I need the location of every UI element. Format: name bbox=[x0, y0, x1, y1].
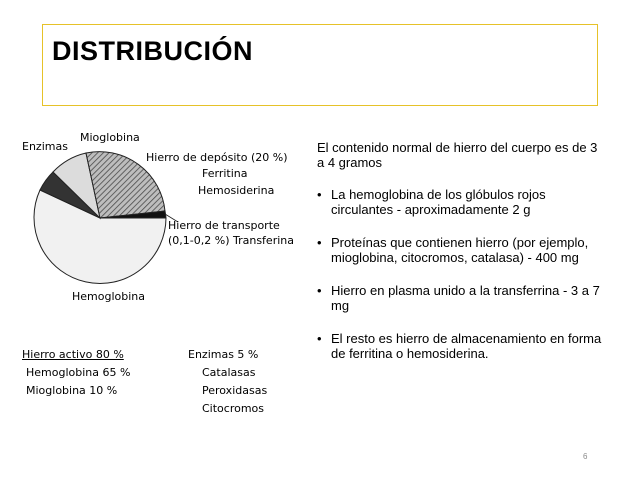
legend-enzimas-header: Enzimas 5 % bbox=[188, 348, 259, 361]
legend-enzimas-item: Citocromos bbox=[202, 402, 265, 415]
label-deposito: Hierro de depósito (20 %) bbox=[146, 151, 288, 164]
intro-text: El contenido normal de hierro del cuerpo es de 3 a 4 gramos bbox=[317, 140, 598, 170]
bullet-icon: • bbox=[317, 331, 322, 346]
slide-title: DISTRIBUCIÓN bbox=[52, 36, 253, 66]
label-transporte-1: Hierro de transporte bbox=[168, 219, 280, 232]
bullet-item bbox=[317, 331, 607, 361]
bullet-item bbox=[317, 283, 607, 313]
bullet-text: Proteínas que contienen hierro (por ejemplo, mioglobina, citocromos, catalasa) - 400 mg bbox=[331, 235, 589, 265]
label-enzimas: Enzimas bbox=[22, 140, 68, 153]
content-text bbox=[317, 140, 607, 379]
iron-distribution-pie-figure bbox=[20, 128, 310, 308]
label-mioglobina: Mioglobina bbox=[80, 131, 140, 144]
label-hemoglobina: Hemoglobina bbox=[72, 290, 146, 303]
bullet-text: Hierro en plasma unido a la transferrina - 3 a 7 mg bbox=[331, 283, 600, 313]
bullet-text: La hemoglobina de los glóbulos rojos circulantes - aproximadamente 2 g bbox=[331, 187, 546, 217]
bullet-icon: • bbox=[317, 187, 322, 202]
bullet-item bbox=[317, 235, 607, 265]
label-transporte-2: (0,1-0,2 %) Transferina bbox=[168, 234, 294, 247]
bullet-list bbox=[317, 187, 607, 361]
legend-hierro-activo bbox=[22, 346, 130, 400]
legend-activo-header: Hierro activo 80 % bbox=[22, 348, 124, 361]
label-ferritina: Ferritina bbox=[202, 167, 248, 180]
legend-enzimas-item: Catalasas bbox=[202, 366, 256, 379]
legend-activo-item: Hemoglobina 65 % bbox=[26, 366, 131, 379]
bullet-icon: • bbox=[317, 235, 322, 250]
bullet-icon: • bbox=[317, 283, 322, 298]
legend-enzimas-item: Peroxidasas bbox=[202, 384, 268, 397]
legend-enzimas bbox=[188, 346, 267, 418]
bullet-item bbox=[317, 187, 607, 217]
bullet-text: El resto es hierro de almacenamiento en forma de ferritina o hemosiderina. bbox=[331, 331, 602, 361]
label-hemosiderina: Hemosiderina bbox=[198, 184, 275, 197]
page-number: 6 bbox=[583, 452, 588, 461]
legend-activo-item: Mioglobina 10 % bbox=[26, 384, 118, 397]
